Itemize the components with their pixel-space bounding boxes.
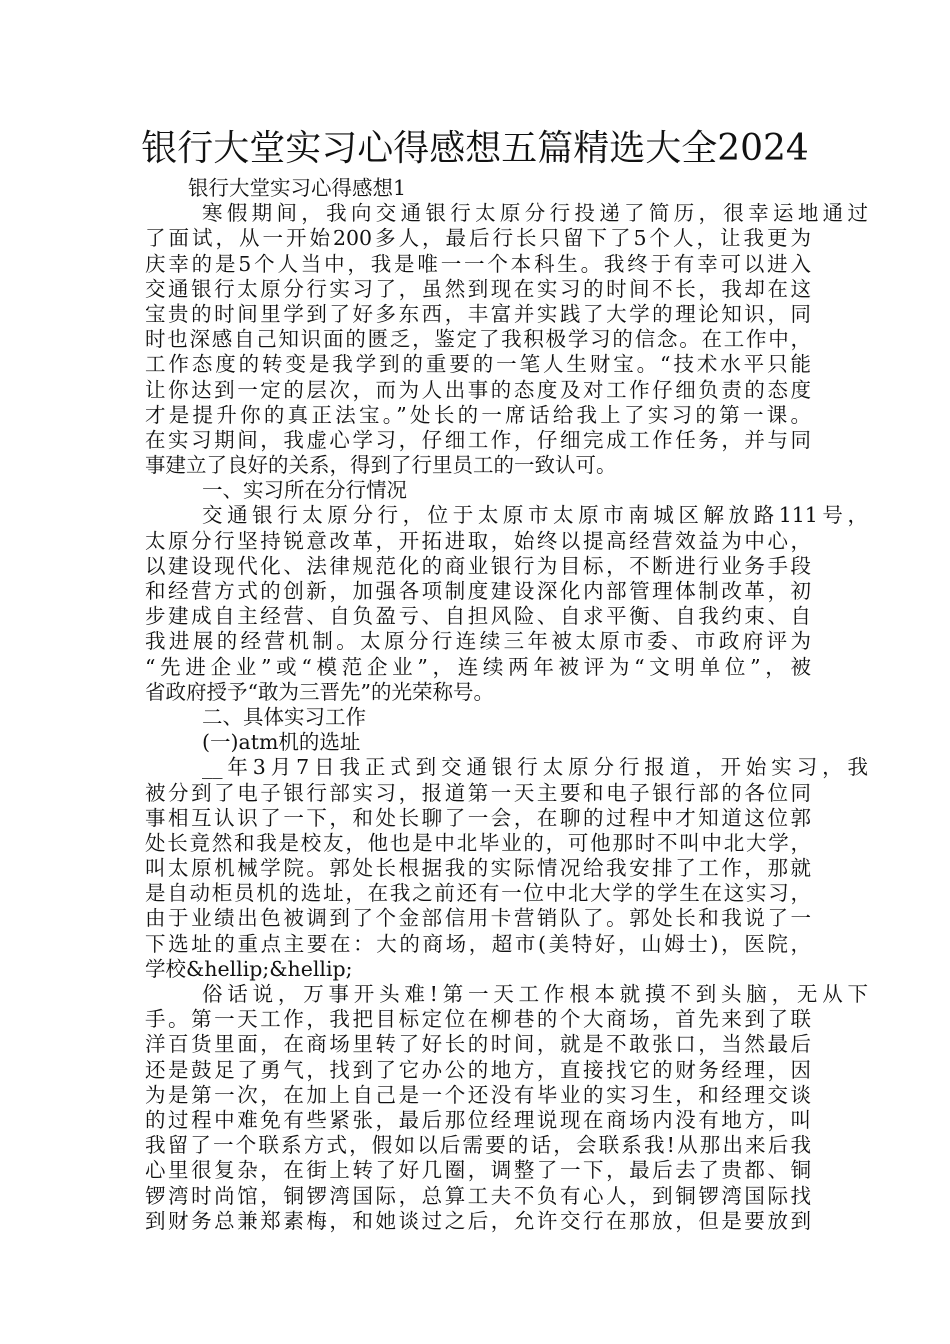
paragraph-line: 太原分行坚持锐意改革，开拓进取，始终以提高经营效益为中心，: [145, 528, 811, 553]
paragraph-line: 我进展的经营机制。太原分行连续三年被太原市委、市政府评为: [145, 629, 811, 654]
paragraph-line: 下选址的重点主要在：大的商场，超市(美特好，山姆士)，医院，: [145, 931, 811, 956]
paragraph-line: 让你达到一定的层次，而为人出事的态度及对工作仔细负责的态度: [145, 377, 811, 402]
paragraph-line: 寒假期间，我向交通银行太原分行投递了简历，很幸运地通过: [202, 201, 868, 226]
paragraph-line: 洋百货里面，在商场里转了好长的时间，就是不敢张口，当然最后: [145, 1032, 811, 1057]
paragraph-line: 了面试，从一开始200多人，最后行长只留下了5个人，让我更为: [145, 226, 811, 251]
section-heading: 一、实习所在分行情况: [202, 478, 407, 503]
paragraph-line: 事建立了良好的关系，得到了行里员工的一致认可。: [145, 453, 617, 478]
paragraph-line: 宝贵的时间里学到了好多东西，丰富并实践了大学的理论知识，同: [145, 301, 811, 326]
paragraph-line: 是自动柜员机的选址，在我之前还有一位中北大学的学生在这实习，: [145, 881, 811, 906]
paragraph-line: 处长竟然和我是校友，他也是中北毕业的，可他那时不叫中北大学，: [145, 830, 811, 855]
paragraph-line: 工作态度的转变是我学到的重要的一笔人生财宝。“技术水平只能: [145, 352, 811, 377]
section-heading: 二、具体实习工作: [202, 704, 366, 729]
paragraph-line: 被分到了电子银行部实习，报道第一天主要和电子银行部的各位同: [145, 780, 811, 805]
paragraph-line: 心里很复杂，在街上转了好几圈，调整了一下，最后去了贵都、铜: [145, 1158, 811, 1183]
paragraph-line: 我留了一个联系方式，假如以后需要的话，会联系我!从那出来后我: [145, 1133, 811, 1158]
subsection-heading: (一)atm机的选址: [202, 730, 361, 755]
paragraph-line: 手。第一天工作，我把目标定位在柳巷的个大商场，首先来到了联: [145, 1007, 811, 1032]
paragraph-line: __年3月7日我正式到交通银行太原分行报道，开始实习，我: [202, 755, 868, 780]
paragraph-line: 叫太原机械学院。郭处长根据我的实际情况给我安排了工作，那就: [145, 856, 811, 881]
paragraph-line: 锣湾时尚馆，铜锣湾国际，总算工夫不负有心人，到铜锣湾国际找: [145, 1183, 811, 1208]
paragraph-line: 和经营方式的创新，加强各项制度建设深化内部管理体制改革，初: [145, 579, 811, 603]
paragraph-line: 由于业绩出色被调到了个金部信用卡营销队了。郭处长和我说了一: [145, 906, 811, 931]
section-heading: 银行大堂实习心得感想1: [188, 176, 407, 200]
paragraph-line: 以建设现代化、法律规范化的商业银行为目标，不断进行业务手段: [145, 553, 811, 578]
document-body: [145, 176, 868, 1234]
paragraph-line: 才是提升你的真正法宝。”处长的一席话给我上了实习的第一课。: [145, 402, 811, 427]
paragraph-line: 交通银行太原分行，位于太原市太原市南城区解放路111号，: [202, 503, 868, 528]
paragraph-line: 庆幸的是5个人当中，我是唯一一个本科生。我终于有幸可以进入: [145, 251, 811, 276]
paragraph-line: 时也深感自己知识面的匮乏，鉴定了我积极学习的信念。在工作中，: [145, 327, 811, 352]
paragraph-line: “先进企业”或“模范企业”，连续两年被评为“文明单位”，被: [145, 654, 811, 679]
paragraph-line: 还是鼓足了勇气，找到了它办公的地方，直接找它的财务经理，因: [145, 1057, 811, 1082]
paragraph-line: 交通银行太原分行实习了，虽然到现在实习的时间不长，我却在这: [145, 276, 811, 301]
paragraph-line: 的过程中难免有些紧张，最后那位经理说现在商场内没有地方，叫: [145, 1107, 811, 1132]
paragraph-line: 步建成自主经营、自负盈亏、自担风险、自求平衡、自我约束、自: [145, 604, 811, 629]
paragraph-line: 俗话说，万事开头难!第一天工作根本就摸不到头脑，无从下: [202, 982, 868, 1006]
paragraph-line: 事相互认识了一下，和处长聊了一会，在聊的过程中才知道这位郭: [145, 805, 811, 830]
paragraph-line: 省政府授予“敢为三晋先”的光荣称号。: [145, 679, 494, 704]
paragraph-line: 在实习期间，我虚心学习，仔细工作，仔细完成工作任务，并与同: [145, 427, 811, 452]
paragraph-line: 到财务总兼郑素梅，和她谈过之后，允许交行在那放，但是要放到: [145, 1208, 811, 1233]
paragraph-line: 学校&hellip;&hellip;: [145, 956, 353, 981]
document-title: 银行大堂实习心得感想五篇精选大全2024: [141, 128, 809, 169]
paragraph-line: 为是第一次，在加上自己是一个还没有毕业的实习生，和经理交谈: [145, 1082, 811, 1107]
